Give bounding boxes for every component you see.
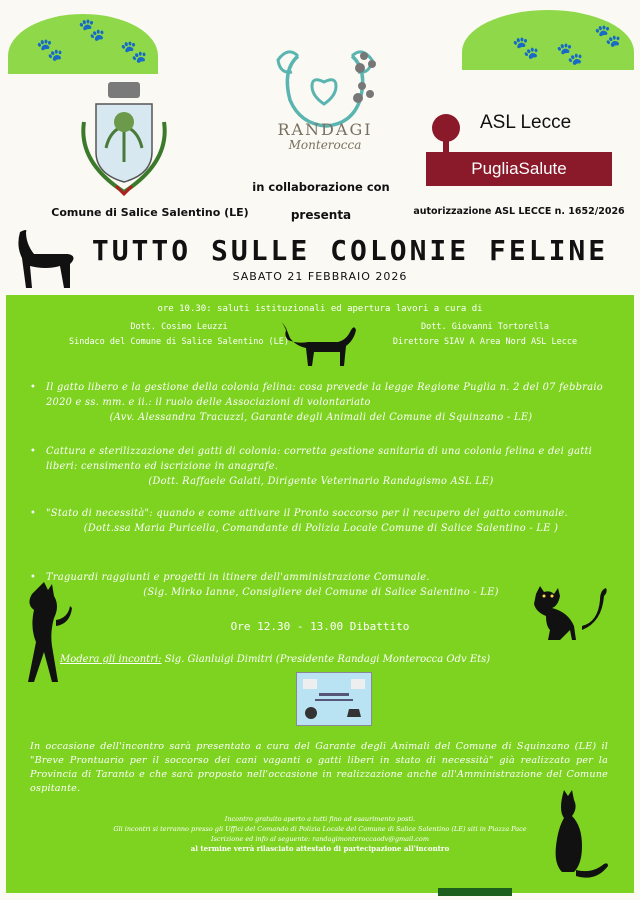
paw-icon: 🐾: [78, 18, 106, 43]
sitting-cat-back-icon: [552, 786, 610, 886]
opening-text: ore 10.30: saluti istituzionali ed apertura lavori a cura di: [157, 304, 483, 314]
authorization-text: autorizzazione ASL LECCE n. 1652/2026: [413, 206, 625, 217]
moderator-label: Modera gli incontri:: [60, 654, 162, 665]
municipality-name: Comune di Salice Salentino (LE): [51, 206, 249, 219]
right-speaker: [360, 320, 610, 350]
topic-text: "Stato di necessità": quando e come attivare il Pronto soccorso per il recupero del gatto comunale.: [46, 508, 568, 519]
left-speaker: [64, 320, 294, 350]
left-speaker-role: Sindaco del Comune di Salice Salentino (LE): [68, 337, 290, 347]
prontuario-thumbnail-icon: [296, 672, 372, 726]
association-subtitle: Monterocca: [288, 138, 362, 152]
event-title: TUTTO SULLE COLONIE FELINE: [91, 234, 609, 267]
topic-speaker: (Avv. Alessandra Tracuzzi, Garante degli Animali del Comune di Squinzano - LE): [109, 412, 533, 423]
footer-info: [60, 814, 580, 854]
asl-band: PugliaSalute: [426, 152, 612, 186]
bottom-bar: [438, 888, 512, 896]
standing-cat-icon: [14, 580, 74, 686]
asl-tree-icon: [424, 112, 468, 156]
paw-icon: 🐾: [36, 38, 64, 63]
topic-text: Traguardi raggiunti e progetti in itinere dell'amministrazione Comunale.: [46, 572, 430, 583]
paw-icon: 🐾: [556, 42, 584, 67]
paw-icon: 🐾: [512, 36, 540, 61]
walking-cat-icon: [278, 316, 358, 368]
topic-speaker: (Dott.ssa Maria Puricella, Comandante di Polizia Locale Comune di Salice Salentino - LE ): [83, 523, 559, 534]
topic-item: • Cattura e sterilizzazione dei gatti di colonia: corretta gestione sanitaria di una colonia felina e dei gatti liberi: censimento ed iscrizione in anagrafe. (Dott. Raffaele Galati, Dirigente Veterinario Randagismo ASL LE): [30, 444, 612, 489]
association-name: RANDAGI: [277, 120, 373, 139]
topic-speaker: (Dott. Raffaele Galati, Dirigente Veterinario Randagismo ASL LE): [148, 476, 494, 487]
right-speaker-name: Dott. Giovanni Tortorella: [421, 322, 549, 332]
topic-item: • "Stato di necessità": quando e come attivare il Pronto soccorso per il recupero del gatto comunale. (Dott.ssa Maria Puricella, Comandante di Polizia Locale Comune di Salice Salentino - LE ): [30, 506, 612, 536]
topic-text: Il gatto libero e la gestione della colonia felina: cosa prevede la legge Regione Puglia n. 2 del 07 febbraio 2020 e ss. mm. e ii.: il ruolo delle Associazioni di volontariato: [46, 382, 603, 408]
footer-line: Gli incontri si terranno presso gli Uffici del Comando di Polizia Locale del Comune di Salice Salentino (LE) siti in Piazza Pace: [113, 825, 527, 833]
left-speaker-name: Dott. Cosimo Leuzzi: [130, 322, 228, 332]
paw-icon: 🐾: [594, 24, 622, 49]
right-speaker-role: Direttore SIAV A Area Nord ASL Lecce: [392, 337, 578, 347]
collaboration-text: in collaborazione con: [252, 180, 390, 194]
topic-speaker: (Sig. Mirko Ianne, Consigliere del Comune di Salice Salentino - LE): [143, 587, 499, 598]
asl-name: ASL Lecce: [480, 112, 572, 133]
closing-paragraph: In occasione dell'incontro sarà presentato a cura del Garante degli Animali del Comune di Squinzano (LE) il "Breve Prontuario per il soccorso dei cani vaganti o gatti liberi in stato di necessità" già realizzato per la Provincia di Taranto e che sarà proposto nell'occasione in realizzazione anche all'Amministrazione del Comune ospitante.: [30, 741, 608, 794]
moderator-name: Sig. Gianluigi Dimitri (Presidente Randagi Monterocca Odv Ets): [161, 654, 491, 665]
moderator-line: [60, 654, 600, 665]
opening-line: [20, 304, 620, 314]
footer-email: Iscrizione ed info al seguente: randagimonteroccaodv@gmail.com: [211, 835, 429, 843]
municipality-crest-icon: [76, 82, 172, 198]
footer-certificate-note: al termine verrà rilasciato attestato di partecipazione all'incontro: [190, 844, 450, 853]
presents-text: presenta: [290, 208, 352, 222]
topic-text: Cattura e sterilizzazione dei gatti di colonia: corretta gestione sanitaria di una colonia felina e dei gatti liberi: censimento ed iscrizione in anagrafe.: [46, 446, 593, 472]
footer-line: Incontro gratuito aperto a tutti fino ad esaurimento posti.: [224, 815, 416, 823]
sitting-cat-icon: [530, 566, 610, 644]
debate-time: Ore 12.30 - 13.00 Dibattito: [230, 620, 410, 633]
event-date: SABATO 21 FEBBRAIO 2026: [232, 270, 408, 283]
topic-item: • Traguardi raggiunti e progetti in itinere dell'amministrazione Comunale. (Sig. Mirko Ianne, Consigliere del Comune di Salice Salentino - LE): [30, 570, 612, 600]
paw-icon: 🐾: [120, 40, 148, 65]
topic-item: • Il gatto libero e la gestione della colonia felina: cosa prevede la legge Regione Puglia n. 2 del 07 febbraio 2020 e ss. mm. e ii.: il ruolo delle Associazioni di volontariato (Avv. Alessandra Tracuzzi, Garante degli Animali del Comune di Squinzano - LE): [30, 380, 612, 425]
